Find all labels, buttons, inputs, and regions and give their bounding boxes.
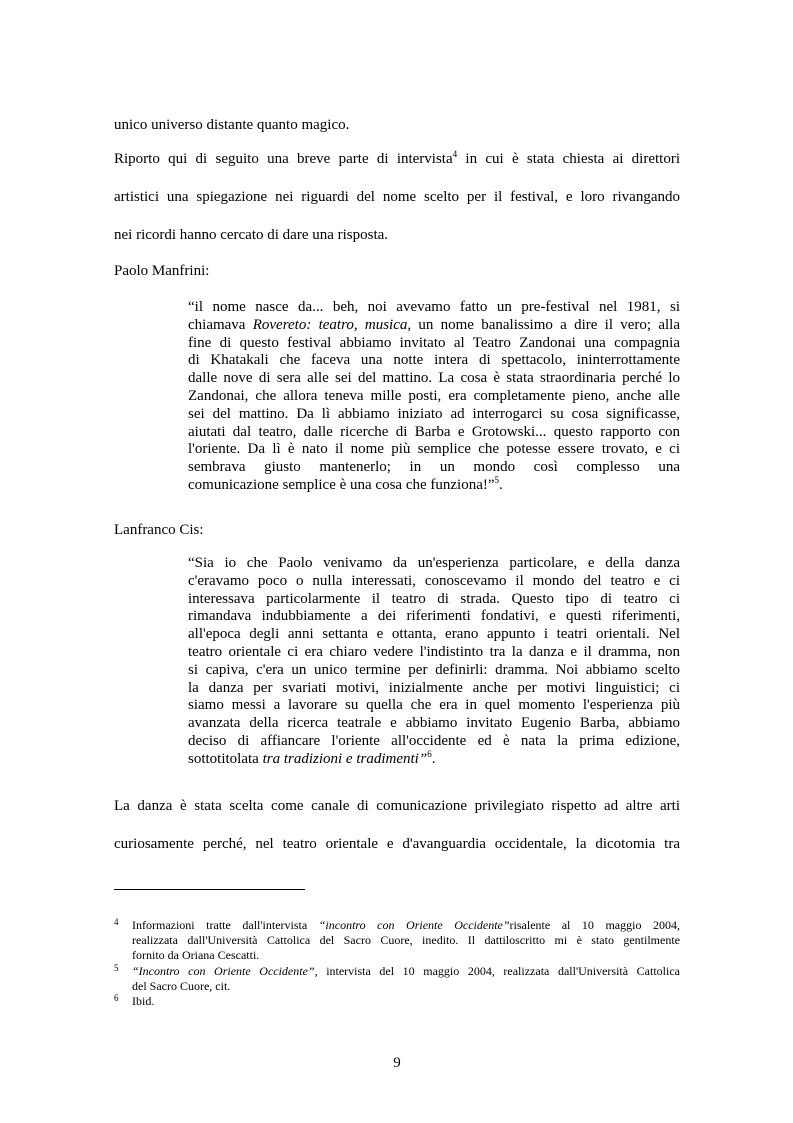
paragraph-opening: unico universo distante quanto magico.	[114, 117, 350, 133]
footnote-6: 6 Ibid.	[114, 993, 155, 1008]
footnote-ref-6[interactable]: 6	[427, 748, 432, 759]
speaker-label: Lanfranco Cis:	[114, 522, 204, 538]
speaker-label: Paolo Manfrini:	[114, 263, 210, 279]
page-number: 9	[393, 1055, 401, 1071]
paragraph-intro: Riporto qui di seguito una breve parte di intervista$^4$ in cui è stata chiesta ai direttori artistici una spiegazione nei riguardi del nome scelto per il festival, e loro rivangando nei ricordi hanno cercato di dare una risposta.	[114, 149, 680, 243]
block-quote-manfrini: “il nome nasce da... beh, noi avevamo fatto un pre-festival nel 1981, si chiamava Rovereto: teatro, musica, un nome banalissimo a dire il vero; alla fine di questo festival abbiamo invitato al Teatro Zandonai una compagnia di Khatakali che faceva una notte intera di spettacolo, ininterrottamente dalle nove di sera alle sei del mattino. La cosa è stata straordinaria perché lo Zandonai, che allora teneva mille posti, era completamente pieno, anche alle sei del mattino. Da lì abbiamo iniziato ad interrogarci su cosa significasse, aiutati dal teatro, dalle ricerche di Barba e Grotowski... questo rapporto con l'oriente. Da lì è nato il nome più semplice che potesse essere trovato, e ci sembrava giusto mantenerlo; in un mondo così complesso una comunicazione semplice è una cosa che funziona!”$^5$.	[188, 299, 680, 493]
footnote-separator	[114, 889, 305, 890]
footnote-4: 4 Informazioni tratte dall'intervista “incontro con Oriente Occidente”risalente al 10 maggio 2004, realizzata dall'Università Cattolica del Sacro Cuore, inedito. Il dattiloscritto mi è stato gentilmente fornito da Oriana Cescatti.	[114, 917, 681, 962]
footnote-ref-4[interactable]: 4	[452, 149, 458, 159]
block-quote-cis: “Sia io che Paolo venivamo da un'esperienza particolare, e della danza c'eravamo poco o nulla interessati, conoscevamo il mondo del teatro e ci interessava particolarmente il teatro di strada. Questo tipo di teatro ci rimandava indubbiamente a dei riferimenti fondativi, e questi riferimenti, all'epoca degli anni settanta e ottanta, erano appunto i teatri orientali. Nel teatro orientale ci era chiaro vedere l'indistinto tra la danza e il dramma, non si capiva, c'era un unico termine per definirli: dramma. Noi abbiamo scelto la danza per svariati motivi, inizialmente anche per motivi linguistici; ci siamo messi a lavorare su quella che era in quel momento l'esperienza più avanzata della ricerca teatrale e abbiamo invitato Eugenio Barba, abbiamo deciso di affiancare l'oriente all'occidente ed è nata la prima edizione, sottotitolata tra tradizioni e tradimenti”$^6$.	[188, 555, 680, 767]
footnote-5: 5 “Incontro con Oriente Occidente”, intervista del 10 maggio 2004, realizzata dall'Università Cattolica del Sacro Cuore, cit.	[114, 963, 680, 993]
paragraph-closing: La danza è stata scelta come canale di comunicazione privilegiato rispetto ad altre arti curiosamente perché, nel teatro orientale e d'avanguardia occidentale, la dicotomia tra	[114, 798, 680, 852]
footnote-ref-5[interactable]: 5	[494, 474, 500, 485]
